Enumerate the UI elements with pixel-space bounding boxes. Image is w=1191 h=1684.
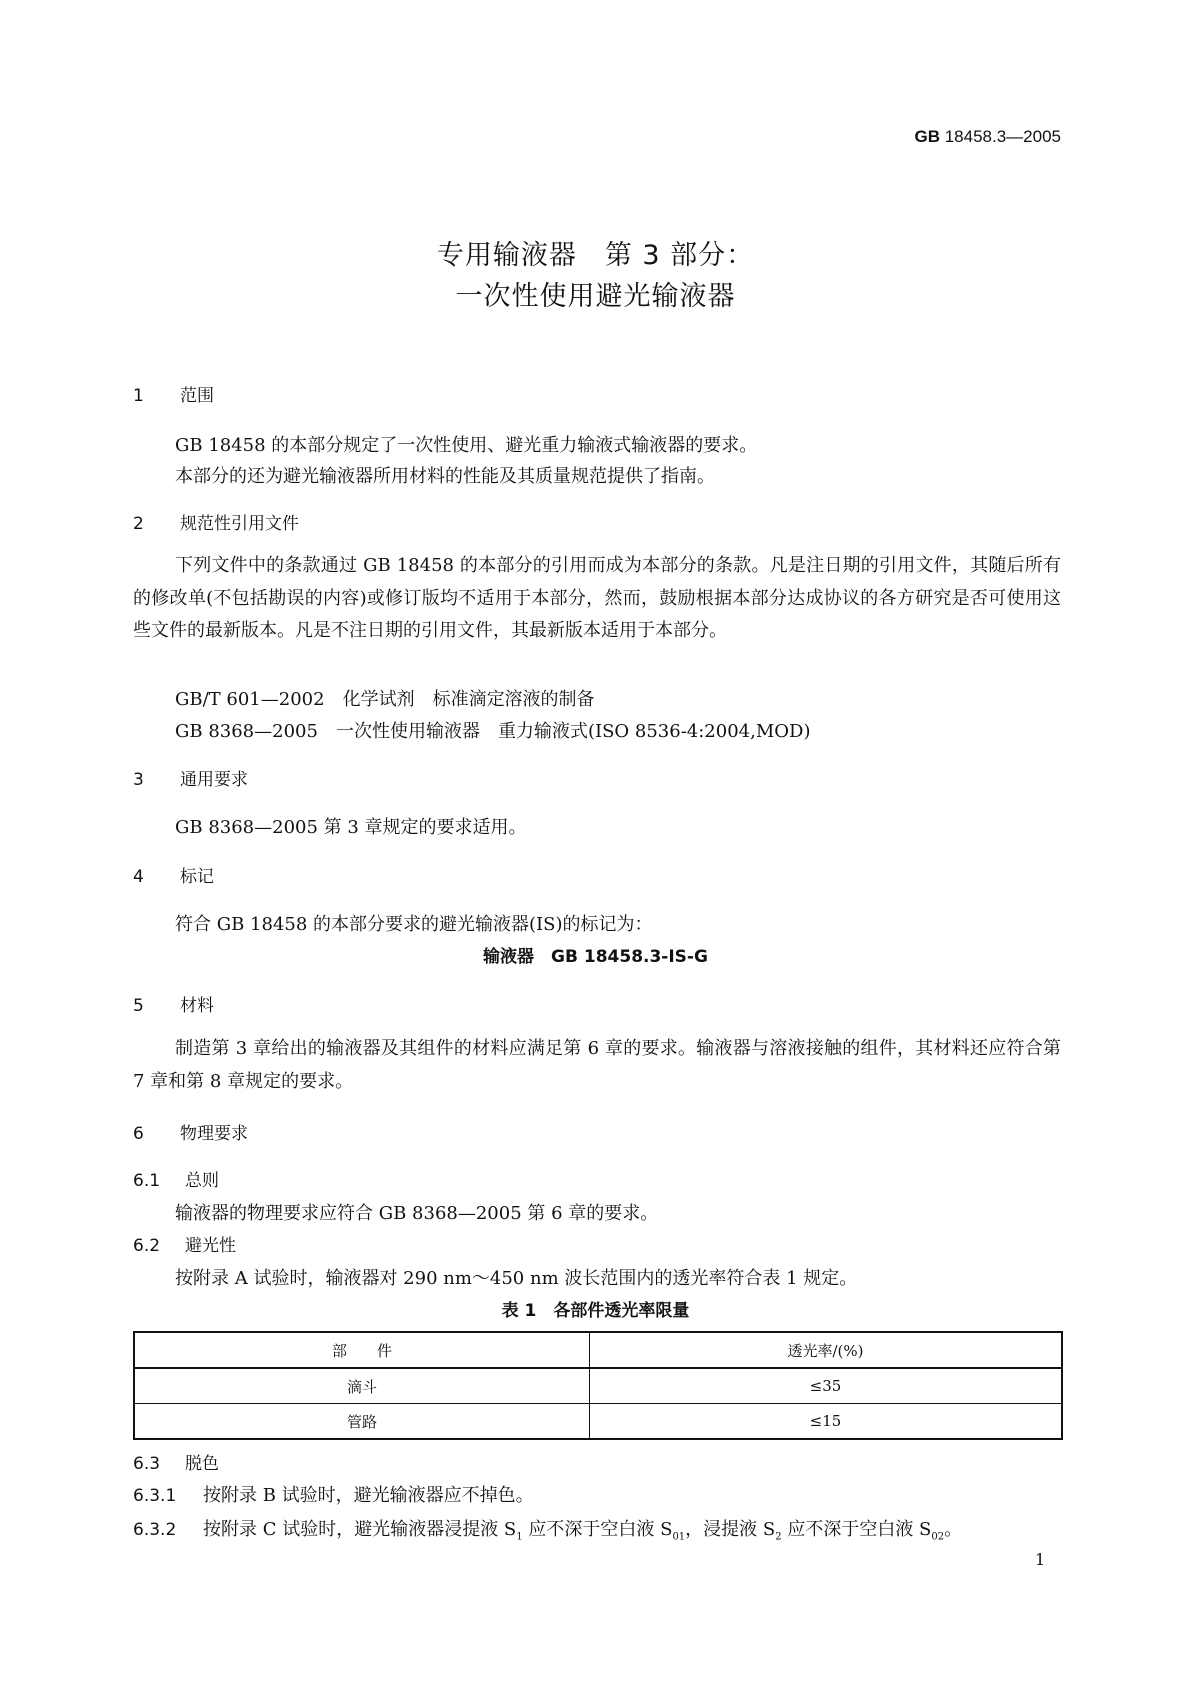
normative-reference-2: GB 8368—2005 一次性使用输液器 重力输液式(ISO 8536-4:2004,MOD) — [175, 721, 811, 742]
table-header-row — [134, 1332, 1062, 1368]
section-3-heading: 3 通用要求 — [133, 770, 248, 790]
section-4-heading: 4 标记 — [133, 867, 214, 887]
section-1-paragraph-1: GB 18458 的本部分规定了一次性使用、避光重力输液式输液器的要求。 — [175, 435, 758, 456]
section-6-heading: 6 物理要求 — [133, 1124, 248, 1144]
table-1-caption: 表 1 各部件透光率限量 — [501, 1301, 690, 1321]
section-5-paragraph: 制造第 3 章给出的输液器及其组件的材料应满足第 6 章的要求。输液器与溶液接触的组件，其材料还应符合第 7 章和第 8 章规定的要求。 — [133, 1038, 1061, 1092]
table-row — [134, 1404, 1062, 1440]
table-row — [134, 1368, 1062, 1404]
marking-example: 输液器 GB 18458.3-IS-G — [483, 947, 708, 967]
section-6-2-heading: 6.2 避光性 — [133, 1236, 236, 1256]
page-number: 1 — [1035, 1550, 1046, 1569]
section-1-heading: 1 范围 — [133, 386, 214, 406]
section-4-paragraph: 符合 GB 18458 的本部分要求的避光输液器(IS)的标记为： — [175, 914, 653, 935]
document-title-line1: 专用输液器 第 3 部分： — [436, 240, 755, 271]
section-6-1-heading: 6.1 总则 — [133, 1171, 219, 1191]
normative-reference-1: GB/T 601—2002 化学试剂 标准滴定溶液的制备 — [175, 689, 595, 710]
section-6-1-paragraph: 输液器的物理要求应符合 GB 8368—2005 第 6 章的要求。 — [175, 1203, 659, 1224]
cell-component: 滴斗 — [134, 1368, 590, 1404]
document-title-line2: 一次性使用避光输液器 — [455, 281, 736, 312]
cell-transmittance: ≤15 — [590, 1404, 1063, 1440]
section-3-paragraph: GB 8368—2005 第 3 章规定的要求适用。 — [175, 817, 527, 838]
section-5-heading: 5 材料 — [133, 996, 214, 1016]
column-header-transmittance: 透光率/(%) — [590, 1332, 1063, 1368]
column-header-component: 部 件 — [134, 1332, 590, 1368]
standard-number-header: GB 18458.3—2005 — [914, 127, 1061, 146]
section-6-3-2: 6.3.2 按附录 C 试验时，避光输液器浸提液 $S_1$ 应不深于空白液 $S_{01}$，浸提液 $S_2$ 应不深于空白液 $S_{02}$。 — [133, 1519, 963, 1543]
section-2-paragraph: 下列文件中的条款通过 GB 18458 的本部分的引用而成为本部分的条款。凡是注日期的引用文件，其随后所有的修改单(不包括勘误的内容)或修订版均不适用于本部分，然而，鼓励根据本部分达成协议的各方研究是否可使用这些文件的最新版本。凡是不注日期的引用文件，其最新版本适用于本部分。 — [133, 555, 1061, 641]
section-6-2-paragraph: 按附录 A 试验时，输液器对 290 nm～450 nm 波长范围内的透光率符合表 1 规定。 — [175, 1268, 858, 1289]
section-6-3-heading: 6.3 脱色 — [133, 1454, 219, 1474]
transmittance-limit-table — [133, 1331, 1063, 1440]
section-6-3-1: 6.3.1 按附录 B 试验时，避光输液器应不掉色。 — [133, 1485, 534, 1506]
cell-component: 管路 — [134, 1404, 590, 1440]
section-2-heading: 2 规范性引用文件 — [133, 514, 299, 534]
section-1-paragraph-2: 本部分的还为避光输液器所用材料的性能及其质量规范提供了指南。 — [175, 466, 715, 487]
cell-transmittance: ≤35 — [590, 1368, 1063, 1404]
